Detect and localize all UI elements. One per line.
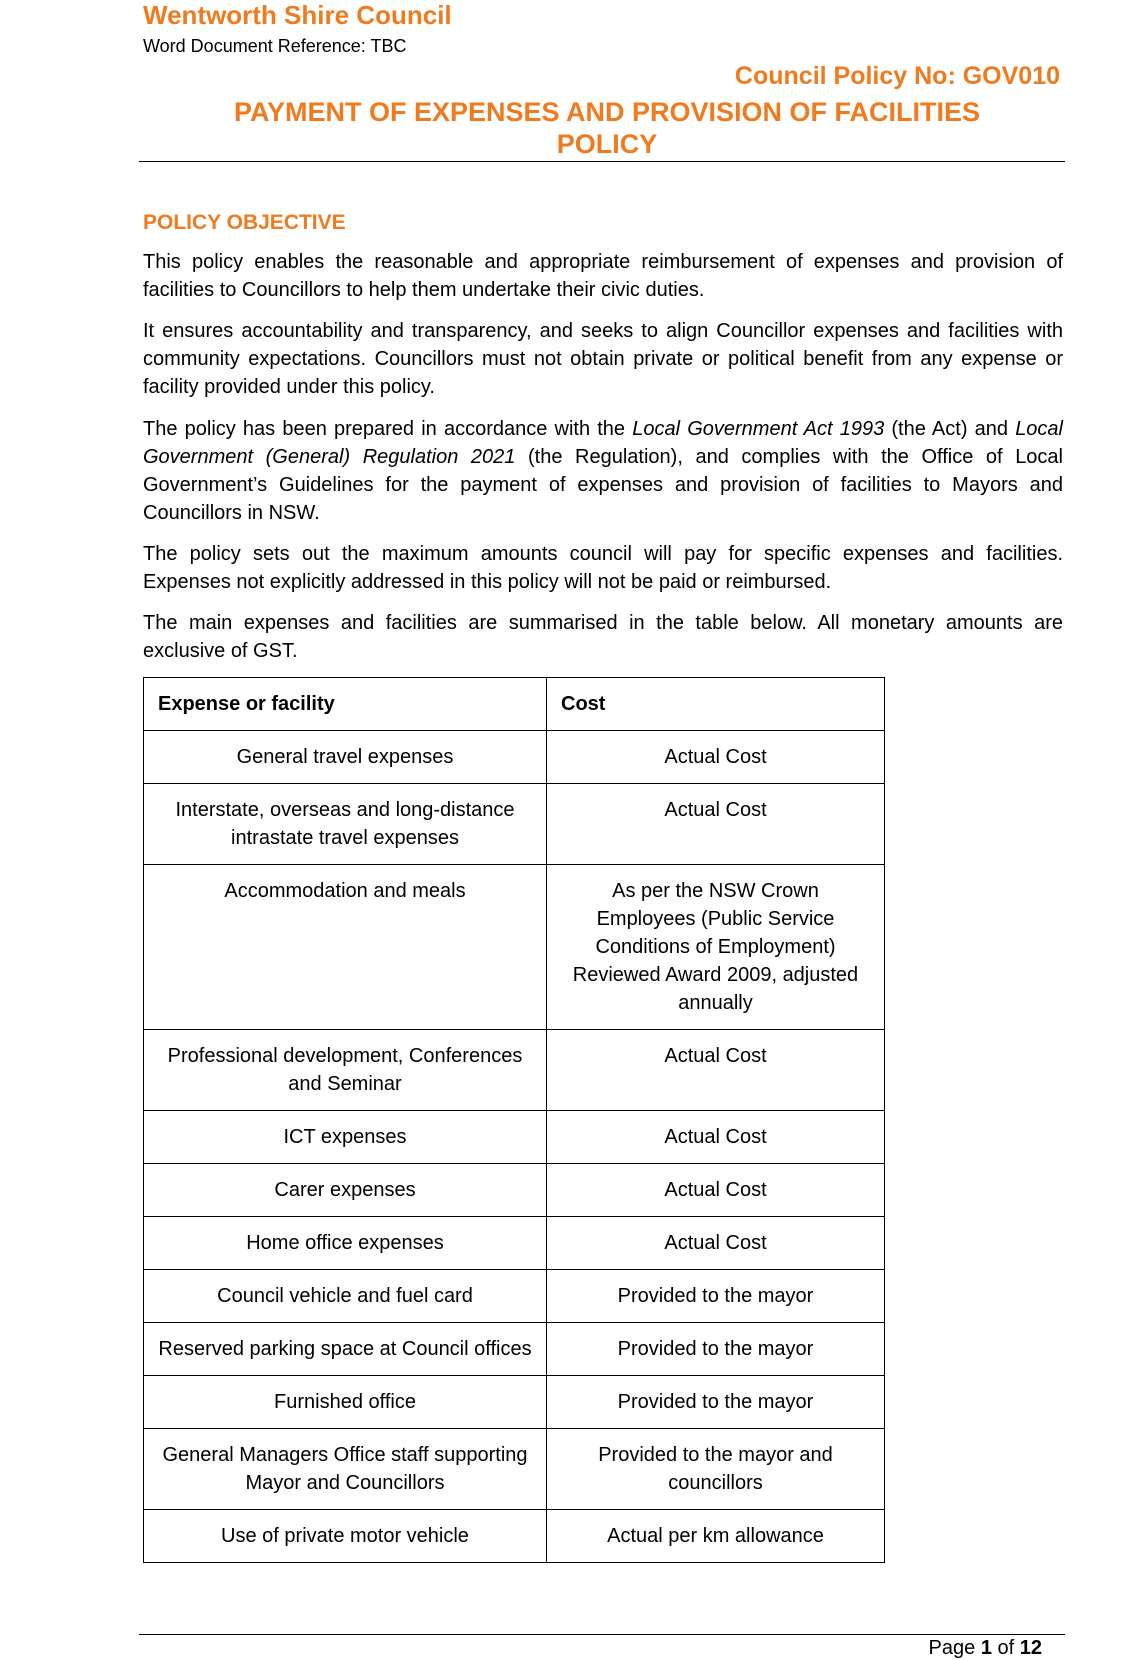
expense-cell: General Managers Office staff supporting Mayor and Councillors xyxy=(144,1429,547,1510)
of-label: of xyxy=(997,1637,1015,1659)
table-row xyxy=(144,1111,885,1164)
page-label: Page xyxy=(928,1637,976,1659)
expense-cell: Use of private motor vehicle xyxy=(144,1510,547,1563)
cost-cell: As per the NSW Crown Employees (Public Service Conditions of Employment) Reviewed Award 2009, adjusted annually xyxy=(547,865,885,1030)
table-row xyxy=(144,1217,885,1270)
table-header-row xyxy=(144,678,885,731)
page-number xyxy=(929,1637,1042,1660)
council-name: Wentworth Shire Council xyxy=(143,0,452,30)
policy-number: Council Policy No: GOV010 xyxy=(734,62,1060,90)
paragraph-3 xyxy=(143,415,1063,527)
expense-cell: Professional development, Conferences and Seminar xyxy=(144,1030,547,1111)
expense-cell: Reserved parking space at Council offices xyxy=(144,1323,547,1376)
table-row xyxy=(144,1429,885,1510)
paragraph-5: The main expenses and facilities are summarised in the table below. All monetary amounts are exclusive of GST. xyxy=(143,612,1063,662)
header-expense: Expense or facility xyxy=(144,678,547,731)
expense-cell: ICT expenses xyxy=(144,1111,547,1164)
cost-cell: Provided to the mayor xyxy=(547,1376,885,1429)
paragraph-3-text-a: The policy has been prepared in accordance with the xyxy=(143,418,633,440)
header-divider xyxy=(139,161,1065,162)
table-row xyxy=(144,1030,885,1111)
act-name: Local Government Act 1993 xyxy=(632,418,885,440)
title-line-1: PAYMENT OF EXPENSES AND PROVISION OF FACILITIES xyxy=(233,97,981,127)
title-line-2: POLICY xyxy=(556,129,658,159)
document-title xyxy=(140,96,1074,160)
cost-cell: Actual Cost xyxy=(547,731,885,784)
cost-cell: Actual Cost xyxy=(547,1111,885,1164)
cost-cell: Provided to the mayor xyxy=(547,1270,885,1323)
expense-cell: Accommodation and meals xyxy=(144,865,547,1030)
section-heading: POLICY OBJECTIVE xyxy=(143,211,346,234)
regulation-name: Local Government (General) Regulation 2021 xyxy=(143,418,1063,468)
footer-divider xyxy=(139,1634,1065,1635)
page-total: 12 xyxy=(1019,1637,1042,1659)
table-row xyxy=(144,1323,885,1376)
expenses-table xyxy=(143,677,885,1563)
expense-cell: Home office expenses xyxy=(144,1217,547,1270)
table-row xyxy=(144,784,885,865)
paragraph-1: This policy enables the reasonable and appropriate reimbursement of expenses and provision of facilities to Councillors to help them undertake their civic duties. xyxy=(143,251,1063,301)
cost-cell: Actual Cost xyxy=(547,1217,885,1270)
table-row xyxy=(144,1164,885,1217)
document-reference: Word Document Reference: TBC xyxy=(143,36,407,56)
paragraph-3-text-b: (the Act) and xyxy=(884,418,1016,440)
paragraph-3-text-c: (the Regulation), and complies with the Office of Local Government’s Guidelines for the payment of expenses and provision of facilities to Mayors and Councillors in NSW. xyxy=(143,446,1063,524)
paragraph-4: The policy sets out the maximum amounts council will pay for specific expenses and facilities. Expenses not explicitly addressed in this policy will not be paid or reimbursed. xyxy=(143,543,1063,593)
expense-cell: Council vehicle and fuel card xyxy=(144,1270,547,1323)
cost-cell: Actual Cost xyxy=(547,1030,885,1111)
table-row xyxy=(144,1510,885,1563)
paragraph-2: It ensures accountability and transparency, and seeks to align Councillor expenses and facilities with community expectations. Councillors must not obtain private or political benefit from any expense or facility provided under this policy. xyxy=(143,320,1063,398)
page-current: 1 xyxy=(980,1637,992,1659)
expense-cell: Carer expenses xyxy=(144,1164,547,1217)
cost-cell: Provided to the mayor xyxy=(547,1323,885,1376)
table-row xyxy=(144,1376,885,1429)
expense-cell: Interstate, overseas and long-distance intrastate travel expenses xyxy=(144,784,547,865)
table-row xyxy=(144,865,885,1030)
cost-cell: Actual Cost xyxy=(547,1164,885,1217)
expense-cell: Furnished office xyxy=(144,1376,547,1429)
cost-cell: Provided to the mayor and councillors xyxy=(547,1429,885,1510)
table-row xyxy=(144,731,885,784)
cost-cell: Actual Cost xyxy=(547,784,885,865)
expense-cell: General travel expenses xyxy=(144,731,547,784)
header-cost: Cost xyxy=(547,678,885,731)
table-row xyxy=(144,1270,885,1323)
cost-cell: Actual per km allowance xyxy=(547,1510,885,1563)
